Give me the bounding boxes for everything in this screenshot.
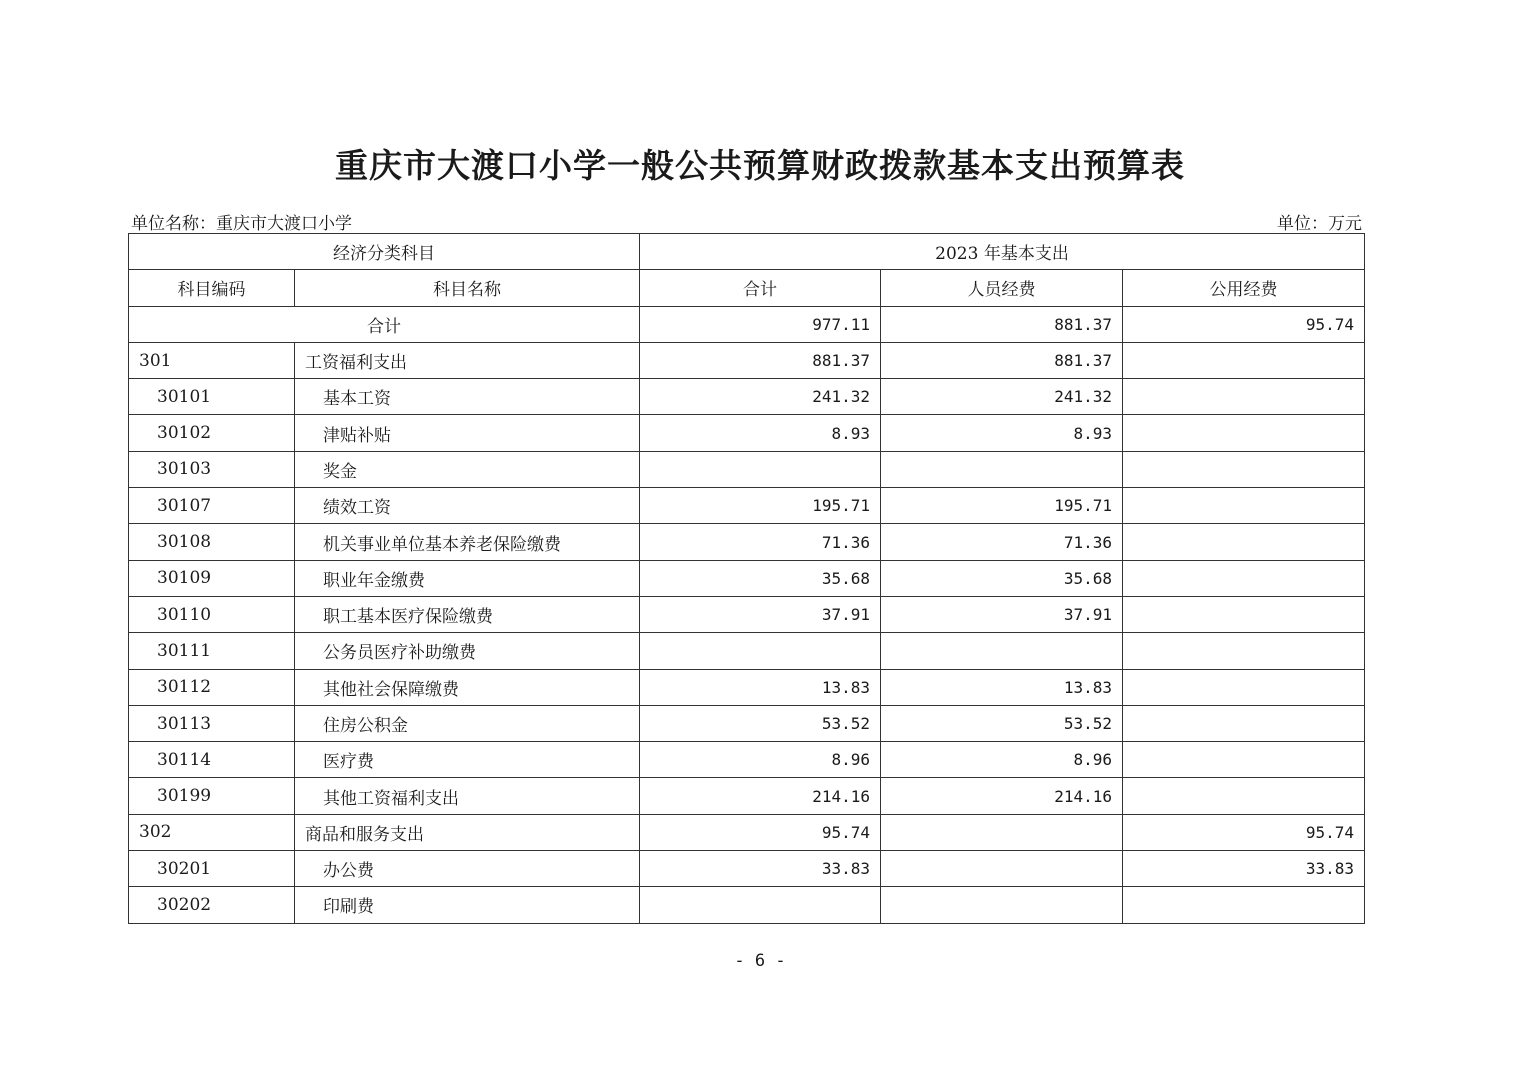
header-public: 公用经费 xyxy=(1123,270,1365,306)
row-public xyxy=(1123,705,1365,741)
row-personnel xyxy=(881,633,1123,669)
row-public xyxy=(1123,778,1365,814)
row-code: 30108 xyxy=(129,524,295,560)
row-total: 8.93 xyxy=(640,415,881,451)
table-row xyxy=(129,669,1365,705)
row-code: 30110 xyxy=(129,596,295,632)
row-public: 95.74 xyxy=(1123,814,1365,850)
row-personnel xyxy=(881,851,1123,887)
table-row xyxy=(129,415,1365,451)
row-name: 奖金 xyxy=(295,451,640,487)
table-row xyxy=(129,560,1365,596)
table-row xyxy=(129,778,1365,814)
row-code: 30199 xyxy=(129,778,295,814)
document-title: 重庆市大渡口小学一般公共预算财政拨款基本支出预算表 xyxy=(335,146,1185,185)
budget-table xyxy=(128,233,1365,924)
row-personnel: 195.71 xyxy=(881,488,1123,524)
row-code: 30201 xyxy=(129,851,295,887)
row-code: 30114 xyxy=(129,742,295,778)
row-total: 195.71 xyxy=(640,488,881,524)
unit-name-label: 单位名称：重庆市大渡口小学 xyxy=(131,214,352,234)
total-label: 合计 xyxy=(129,306,640,342)
header-code: 科目编码 xyxy=(129,270,295,306)
row-personnel: 8.93 xyxy=(881,415,1123,451)
row-personnel xyxy=(881,887,1123,923)
table-row xyxy=(129,705,1365,741)
row-name: 机关事业单位基本养老保险缴费 xyxy=(295,524,640,560)
row-public xyxy=(1123,596,1365,632)
row-public xyxy=(1123,524,1365,560)
row-public xyxy=(1123,488,1365,524)
row-total xyxy=(640,887,881,923)
row-public xyxy=(1123,669,1365,705)
row-name: 工资福利支出 xyxy=(295,342,640,378)
row-public xyxy=(1123,342,1365,378)
header-basic-expenditure: 2023 年基本支出 xyxy=(640,234,1365,270)
total-public: 95.74 xyxy=(1123,306,1365,342)
row-name: 职工基本医疗保险缴费 xyxy=(295,596,640,632)
total-personnel: 881.37 xyxy=(881,306,1123,342)
row-personnel: 53.52 xyxy=(881,705,1123,741)
row-name: 职业年金缴费 xyxy=(295,560,640,596)
header-economic-category: 经济分类科目 xyxy=(129,234,640,270)
header-column-row xyxy=(129,270,1365,306)
row-total: 881.37 xyxy=(640,342,881,378)
row-public xyxy=(1123,415,1365,451)
row-personnel: 881.37 xyxy=(881,342,1123,378)
row-name: 绩效工资 xyxy=(295,488,640,524)
row-personnel: 214.16 xyxy=(881,778,1123,814)
row-total: 214.16 xyxy=(640,778,881,814)
table-row xyxy=(129,488,1365,524)
row-name: 办公费 xyxy=(295,851,640,887)
row-personnel: 71.36 xyxy=(881,524,1123,560)
row-name: 住房公积金 xyxy=(295,705,640,741)
row-code: 30202 xyxy=(129,887,295,923)
table-row xyxy=(129,887,1365,923)
row-total: 33.83 xyxy=(640,851,881,887)
table-row xyxy=(129,524,1365,560)
row-public xyxy=(1123,887,1365,923)
row-code: 30102 xyxy=(129,415,295,451)
row-personnel: 37.91 xyxy=(881,596,1123,632)
row-code: 30111 xyxy=(129,633,295,669)
row-code: 30113 xyxy=(129,705,295,741)
row-personnel: 35.68 xyxy=(881,560,1123,596)
row-name: 津贴补贴 xyxy=(295,415,640,451)
row-total: 71.36 xyxy=(640,524,881,560)
row-total: 13.83 xyxy=(640,669,881,705)
row-total xyxy=(640,451,881,487)
total-row xyxy=(129,306,1365,342)
header-personnel: 人员经费 xyxy=(881,270,1123,306)
row-total: 8.96 xyxy=(640,742,881,778)
row-code: 30112 xyxy=(129,669,295,705)
table-row xyxy=(129,851,1365,887)
row-name: 基本工资 xyxy=(295,379,640,415)
table-row xyxy=(129,379,1365,415)
row-code: 302 xyxy=(129,814,295,850)
row-personnel: 13.83 xyxy=(881,669,1123,705)
row-public xyxy=(1123,451,1365,487)
row-name: 商品和服务支出 xyxy=(295,814,640,850)
row-public xyxy=(1123,742,1365,778)
header-total: 合计 xyxy=(640,270,881,306)
table-row xyxy=(129,633,1365,669)
row-name: 印刷费 xyxy=(295,887,640,923)
row-code: 30109 xyxy=(129,560,295,596)
row-total xyxy=(640,633,881,669)
table-row xyxy=(129,814,1365,850)
row-total: 37.91 xyxy=(640,596,881,632)
page-number: - 6 - xyxy=(734,951,786,971)
row-name: 其他工资福利支出 xyxy=(295,778,640,814)
row-personnel: 241.32 xyxy=(881,379,1123,415)
row-total: 35.68 xyxy=(640,560,881,596)
table-row xyxy=(129,596,1365,632)
row-public xyxy=(1123,633,1365,669)
header-group-row xyxy=(129,234,1365,270)
row-public xyxy=(1123,560,1365,596)
row-public xyxy=(1123,379,1365,415)
row-total: 53.52 xyxy=(640,705,881,741)
row-total: 241.32 xyxy=(640,379,881,415)
table-row xyxy=(129,742,1365,778)
row-name: 医疗费 xyxy=(295,742,640,778)
header-name: 科目名称 xyxy=(295,270,640,306)
row-code: 30101 xyxy=(129,379,295,415)
row-personnel xyxy=(881,451,1123,487)
table-row xyxy=(129,451,1365,487)
table-row xyxy=(129,342,1365,378)
row-name: 其他社会保障缴费 xyxy=(295,669,640,705)
row-public: 33.83 xyxy=(1123,851,1365,887)
row-personnel: 8.96 xyxy=(881,742,1123,778)
total-sum: 977.11 xyxy=(640,306,881,342)
row-code: 301 xyxy=(129,342,295,378)
row-name: 公务员医疗补助缴费 xyxy=(295,633,640,669)
row-personnel xyxy=(881,814,1123,850)
row-code: 30103 xyxy=(129,451,295,487)
row-total: 95.74 xyxy=(640,814,881,850)
unit-label: 单位：万元 xyxy=(1277,214,1362,234)
row-code: 30107 xyxy=(129,488,295,524)
